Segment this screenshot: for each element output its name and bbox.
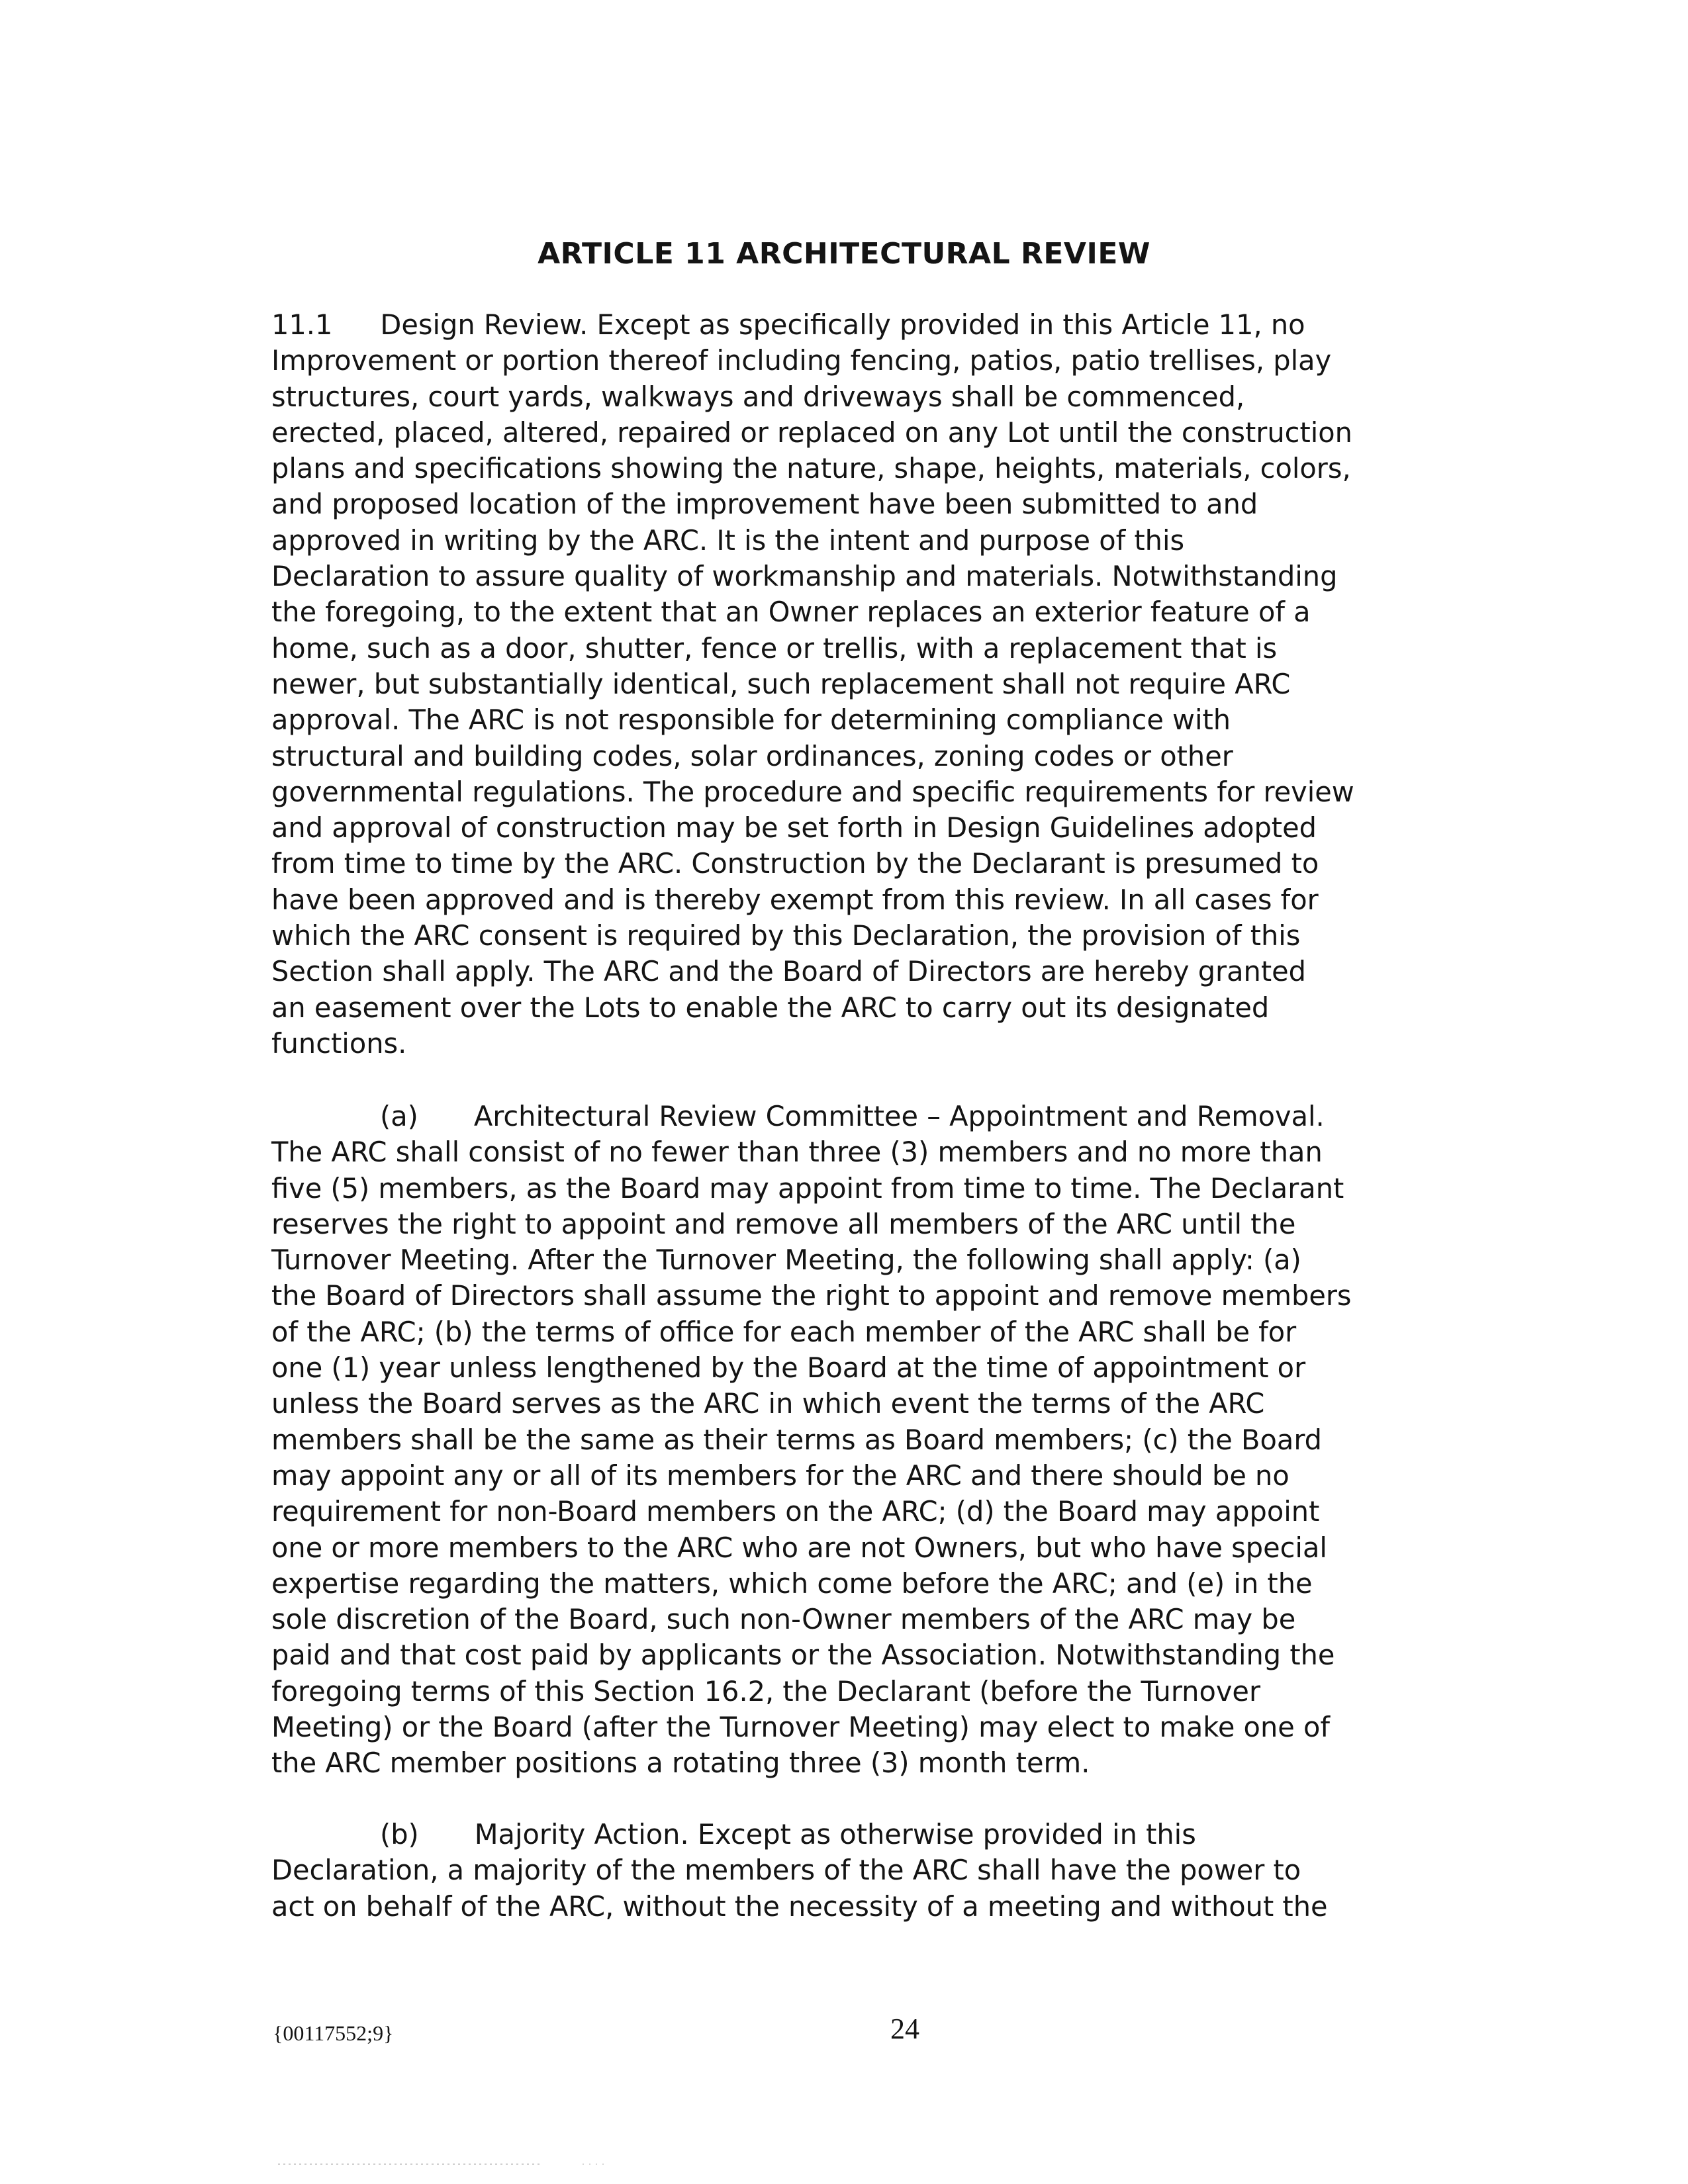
paragraph-line: Turnover Meeting. After the Turnover Meeting, the following shall apply: (a) [271, 1244, 1301, 1277]
paragraph-line: (a) Architectural Review Committee – Appointment and Removal. [380, 1100, 1325, 1132]
paragraph-line: and proposed location of the improvement have been submitted to and [271, 488, 1258, 521]
paragraph-line: foregoing terms of this Section 16.2, the Declarant (before the Turnover [271, 1674, 1261, 1707]
subsection-b-paragraph [271, 1817, 1443, 1925]
paragraph-line: and approval of construction may be set forth in Design Guidelines adopted [271, 811, 1317, 844]
paragraph-line: plans and specifications showing the nature, shape, heights, materials, colors, [271, 452, 1351, 485]
footer-document-id: {00117552;9} [273, 2021, 394, 2045]
paragraph-line: expertise regarding the matters, which come before the ARC; and (e) in the [271, 1567, 1313, 1600]
paragraph-line: act on behalf of the ARC, without the necessity of a meeting and without the [271, 1889, 1328, 1923]
paragraph-line: home, such as a door, shutter, fence or trellis, with a replacement that is [271, 631, 1278, 664]
paragraph-line: may appoint any or all of its members for the ARC and there should be no [271, 1459, 1289, 1492]
paragraph-line: structural and building codes, solar ordinances, zoning codes or other [271, 739, 1233, 772]
paragraph-line: governmental regulations. The procedure and specific requirements for review [271, 775, 1354, 808]
paragraph-line: The ARC shall consist of no fewer than three (3) members and no more than [271, 1136, 1323, 1169]
paragraph-line: approved in writing by the ARC. It is the intent and purpose of this [271, 523, 1185, 557]
paragraph-line: the foregoing, to the extent that an Owner replaces an exterior feature of a [271, 596, 1311, 629]
paragraph-line: one or more members to the ARC who are not Owners, but who have special [271, 1531, 1327, 1564]
paragraph-line: one (1) year unless lengthened by the Board at the time of appointment or [271, 1351, 1306, 1385]
subsection-marker: (a) [380, 1100, 418, 1132]
section-number: 11.1 [271, 308, 333, 341]
paragraph-line: Declaration to assure quality of workmanship and materials. Notwithstanding [271, 560, 1338, 593]
paragraph-line: Improvement or portion thereof including fencing, patios, patio trellises, play [271, 344, 1332, 377]
paragraph-line: requirement for non-Board members on the ARC; (d) the Board may appoint [271, 1495, 1320, 1528]
subsection-marker: (b) [380, 1818, 419, 1850]
article-title: ARTICLE 11 ARCHITECTURAL REVIEW [538, 237, 1150, 271]
paragraph-line: Section shall apply. The ARC and the Board of Directors are hereby granted [271, 955, 1306, 988]
paragraph-line: have been approved and is thereby exempt from this review. In all cases for [271, 883, 1319, 916]
scan-artifact-marks [0, 2163, 1688, 2165]
paragraph-line: sole discretion of the Board, such non-Owner members of the ARC may be [271, 1603, 1296, 1636]
paragraph-line: structures, court yards, walkways and driveways shall be commenced, [271, 380, 1245, 413]
paragraph-line: functions. [271, 1026, 407, 1060]
footer-page-number: 24 [890, 2013, 919, 2045]
paragraph-line: from time to time by the ARC. Construction by the Declarant is presumed to [271, 847, 1319, 880]
section-11-1-paragraph [271, 307, 1443, 1062]
paragraph-line: erected, placed, altered, repaired or replaced on any Lot until the construction [271, 416, 1352, 449]
paragraph-line: the ARC member positions a rotating three (3) month term. [271, 1747, 1090, 1780]
paragraph-line: five (5) members, as the Board may appoint from time to time. The Declarant [271, 1171, 1344, 1205]
paragraph-line: Meeting) or the Board (after the Turnover Meeting) may elect to make one of [271, 1711, 1330, 1744]
paragraph-line: (b) Majority Action. Except as otherwise provided in this [380, 1818, 1196, 1850]
paragraph-line: Declaration, a majority of the members of the ARC shall have the power to [271, 1854, 1301, 1887]
paragraph-line: 11.1 Design Review. Except as specifically provided in this Article 11, no [271, 308, 1305, 341]
paragraph-line: newer, but substantially identical, such replacement shall not require ARC [271, 667, 1291, 700]
subsection-a-paragraph [271, 1099, 1443, 1782]
paragraph-line: reserves the right to appoint and remove all members of the ARC until the [271, 1207, 1296, 1240]
paragraph-line: of the ARC; (b) the terms of office for each member of the ARC shall be for [271, 1315, 1297, 1348]
paragraph-line: members shall be the same as their terms as Board members; (c) the Board [271, 1423, 1322, 1456]
paragraph-line: an easement over the Lots to enable the ARC to carry out its designated [271, 991, 1270, 1024]
paragraph-line: the Board of Directors shall assume the right to appoint and remove members [271, 1279, 1352, 1312]
paragraph-line: approval. The ARC is not responsible for determining compliance with [271, 704, 1231, 737]
paragraph-line: which the ARC consent is required by this Declaration, the provision of this [271, 919, 1301, 952]
paragraph-line: unless the Board serves as the ARC in which event the terms of the ARC [271, 1387, 1265, 1420]
paragraph-line: paid and that cost paid by applicants or the Association. Notwithstanding the [271, 1639, 1335, 1672]
